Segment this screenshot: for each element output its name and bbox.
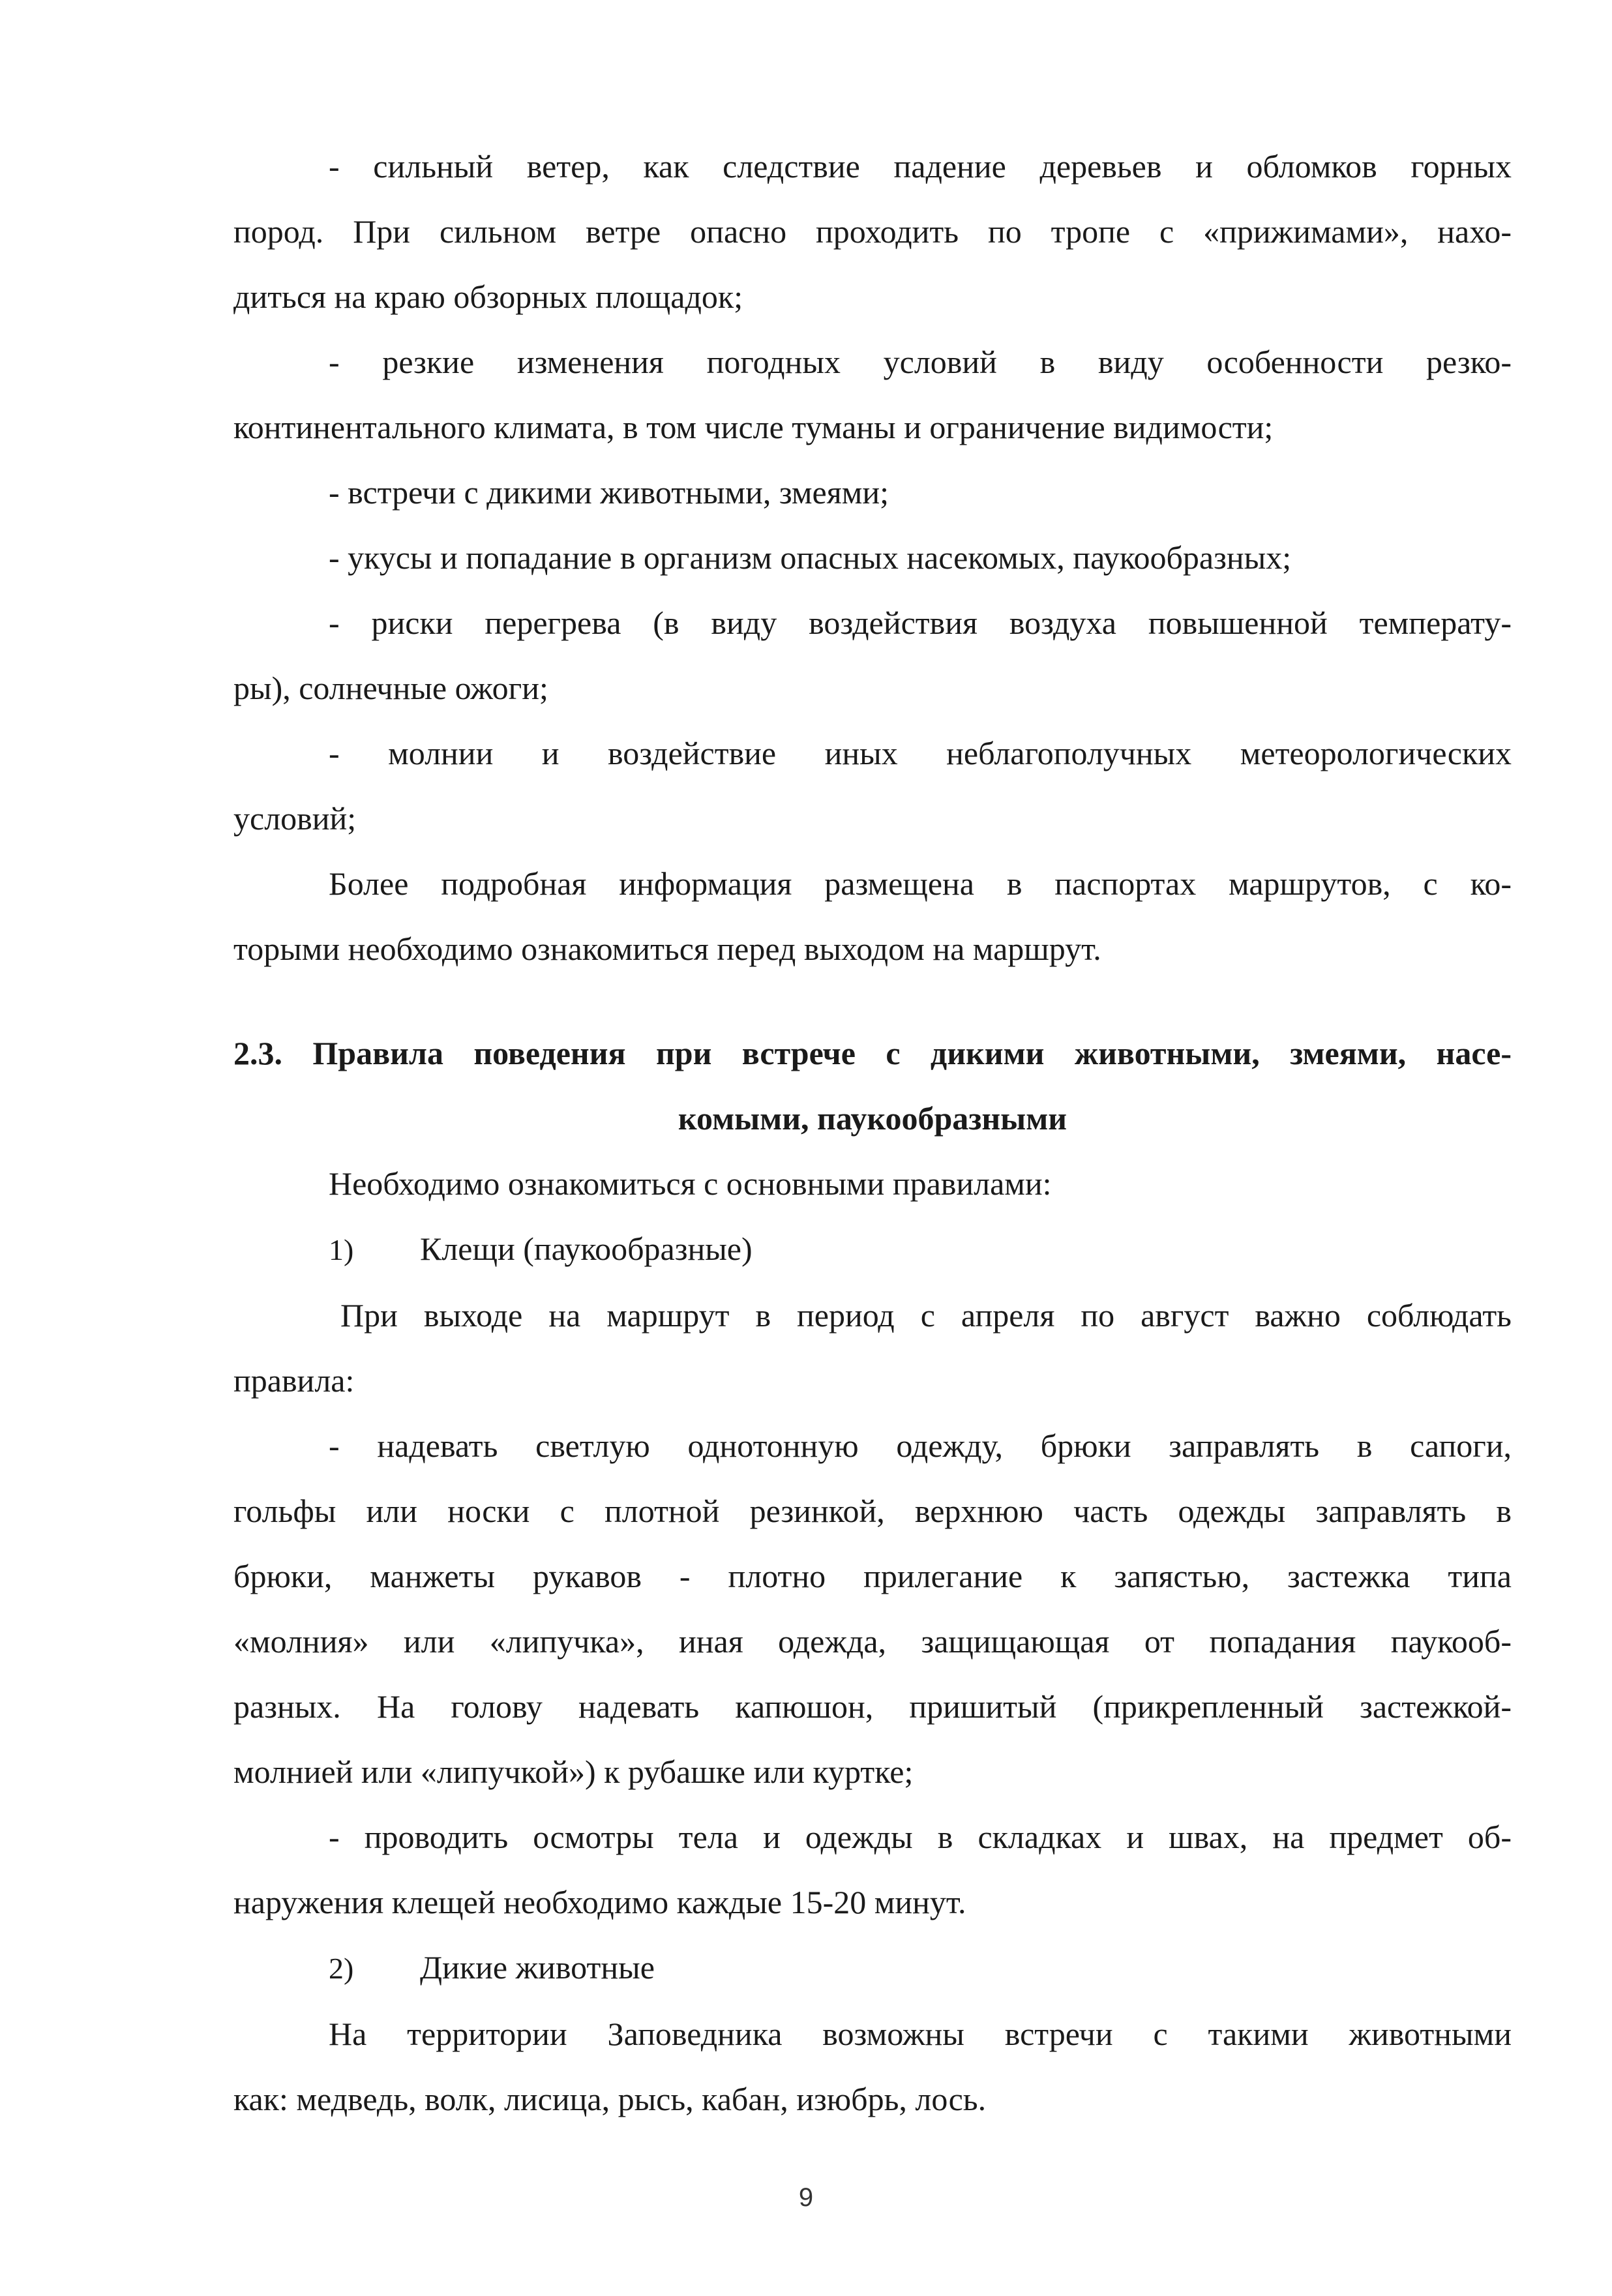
text-line: торыми необходимо ознакомиться перед выходом на маршрут.: [233, 931, 1101, 967]
section-heading: [233, 1021, 1512, 1151]
text-line: - сильный ветер, как следствие падение деревьев и обломков горных: [329, 148, 1512, 185]
paragraph-lightning: [233, 721, 1512, 851]
section-heading-line: комыми, паукообразными: [678, 1100, 1067, 1137]
list-item-number: 1): [329, 1233, 354, 1266]
text-line: - встречи с дикими животными, змеями;: [329, 474, 889, 511]
paragraph-ticks-inspection: [233, 1804, 1512, 1935]
text-line: - укусы и попадание в организм опасных насекомых, паукообразных;: [329, 539, 1292, 576]
text-line: На территории Заповедника возможны встречи с такими животными: [329, 2016, 1512, 2052]
text-line: разных. На голову надевать капюшон, пришитый (прикрепленный застежкой-: [233, 1688, 1512, 1725]
paragraph-strong-wind: [233, 134, 1512, 329]
text-line: континентального климата, в том числе туманы и ограничение видимости;: [233, 409, 1274, 445]
list-item-wild-animals: [233, 1935, 1512, 2001]
text-line: условий;: [233, 800, 357, 837]
section-heading-line: 2.3. Правила поведения при встрече с дикими животными, змеями, насе-: [233, 1035, 1512, 1071]
text-line: - резкие изменения погодных условий в виду особенности резко-: [329, 344, 1512, 380]
paragraph-insect-bites: [233, 525, 1512, 590]
text-line: «молния» или «липучка», иная одежда, защищающая от попадания паукооб-: [233, 1623, 1512, 1660]
page-number: 9: [798, 2183, 814, 2212]
list-item-label: Клещи (паукообразные): [420, 1230, 753, 1267]
text-line: - риски перегрева (в виду воздействия воздуха повышенной температу-: [329, 604, 1512, 641]
text-line: молнией или «липучкой») к рубашке или куртке;: [233, 1753, 914, 1790]
paragraph-overheating: [233, 590, 1512, 721]
text-line: наружения клещей необходимо каждые 15-20 минут.: [233, 1884, 966, 1920]
text-line: - проводить осмотры тела и одежды в складках и швах, на предмет об-: [329, 1819, 1512, 1855]
text-line: пород. При сильном ветре опасно проходить по тропе с «прижимами», нахо-: [233, 213, 1512, 250]
text-line: ры), солнечные ожоги;: [233, 670, 548, 706]
document-body: [233, 134, 1512, 2132]
paragraph-wild-animals-encounter: [233, 460, 1512, 525]
list-item-label: Дикие животные: [420, 1949, 655, 1986]
text-line: правила:: [233, 1362, 355, 1399]
text-line: При выходе на маршрут в период с апреля по август важно соблюдать: [340, 1297, 1512, 1334]
list-item-ticks: [233, 1216, 1512, 1283]
text-line: - молнии и воздействие иных неблагополучных метеорологических: [329, 735, 1512, 771]
text-line: брюки, манжеты рукавов - плотно прилегание к запястью, застежка типа: [233, 1558, 1512, 1594]
text-line: как: медведь, волк, лисица, рысь, кабан, изюбрь, лось.: [233, 2081, 987, 2117]
text-line: диться на краю обзорных площадок;: [233, 278, 743, 315]
paragraph-ticks-clothing: [233, 1413, 1512, 1804]
section-spacer: [233, 981, 1512, 1021]
text-line: гольфы или носки с плотной резинкой, верхнюю часть одежды заправлять в: [233, 1493, 1512, 1529]
text-line: Необходимо ознакомиться с основными правилами:: [329, 1165, 1052, 1202]
paragraph-animals-list: [233, 2001, 1512, 2132]
paragraph-ticks-period: [233, 1283, 1512, 1413]
paragraph-more-info: [233, 851, 1512, 981]
paragraph-weather-changes: [233, 329, 1512, 460]
text-line: - надевать светлую однотонную одежду, брюки заправлять в сапоги,: [329, 1427, 1512, 1464]
list-item-number: 2): [329, 1952, 354, 1985]
paragraph-intro: [233, 1151, 1512, 1216]
text-line: Более подробная информация размещена в паспортах маршрутов, с ко-: [329, 865, 1512, 902]
